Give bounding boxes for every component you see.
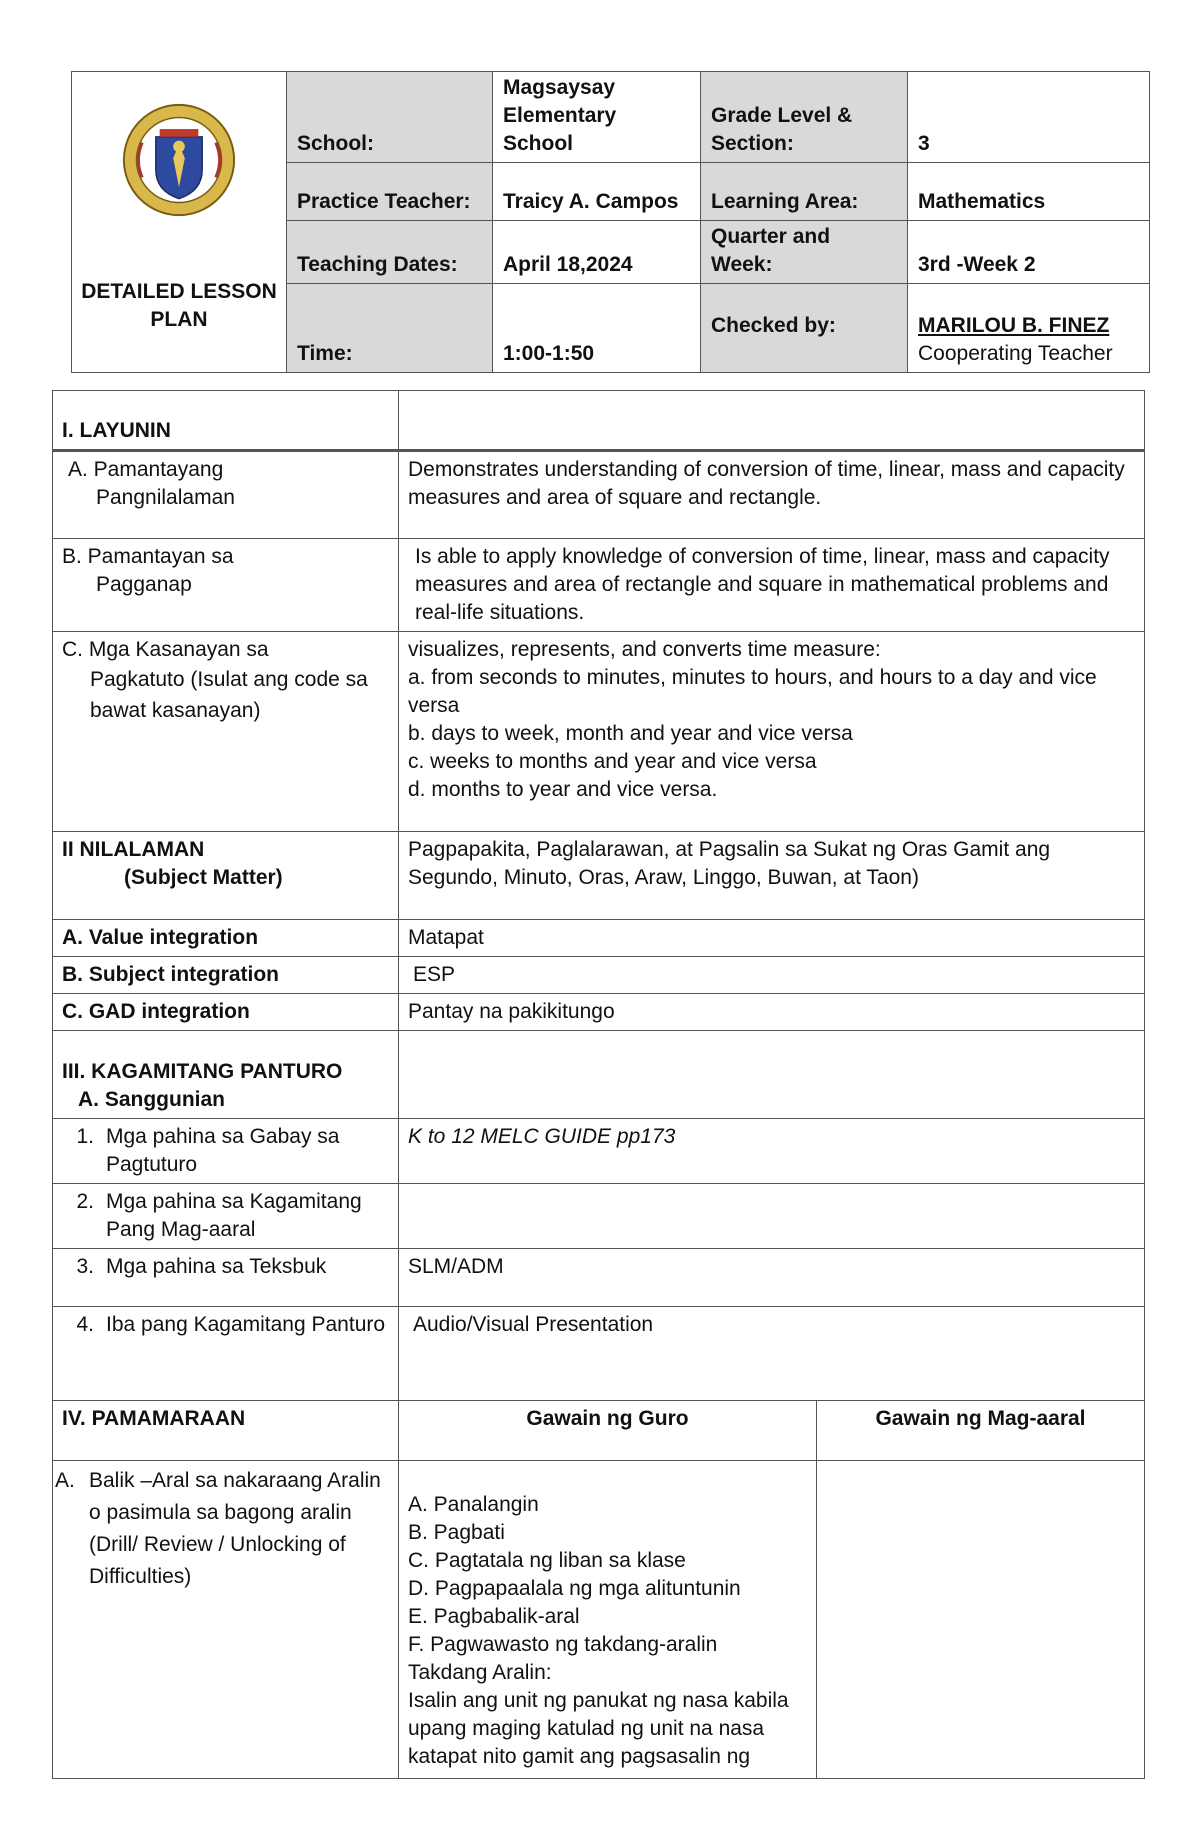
pamamaraan-heading: IV. PAMAMARAAN xyxy=(53,1401,399,1461)
subject-integration-value: ESP xyxy=(399,957,1145,994)
balik-number: A. xyxy=(55,1469,75,1492)
guro-line: F. Pagwawasto ng takdang-aralin xyxy=(408,1633,718,1656)
deped-seal-icon xyxy=(121,102,237,218)
c-label-1: C. Mga Kasanayan sa xyxy=(62,638,269,661)
c-line: visualizes, represents, and converts time measure: xyxy=(408,638,881,661)
b-label-1: B. Pamantayan sa xyxy=(62,545,234,568)
c-line: d. months to year and vice versa. xyxy=(408,778,718,801)
ref-value xyxy=(399,1184,1145,1249)
quarter-label: Quarter and Week: xyxy=(701,221,908,284)
balik-label: Balik –Aral sa nakaraang Aralin o pasimula sa bagong aralin (Drill/ Review / Unlocking of Difficulties) xyxy=(89,1469,381,1588)
checked-label: Checked by: xyxy=(701,284,908,373)
ref-label: Iba pang Kagamitang Panturo xyxy=(106,1313,386,1336)
kasanayan-value-cell xyxy=(399,632,1145,832)
ref-item-label-cell xyxy=(53,1249,399,1307)
ref-value: Audio/Visual Presentation xyxy=(399,1307,1145,1401)
teacher-label: Practice Teacher: xyxy=(287,163,493,221)
subject-integration-label: B. Subject integration xyxy=(53,957,399,994)
dates-value: April 18,2024 xyxy=(493,221,701,284)
c-line: b. days to week, month and year and vice versa xyxy=(408,722,853,745)
value-integration-value: Matapat xyxy=(399,920,1145,957)
ref-label: Mga pahina sa Kagamitang Pang Mag-aaral xyxy=(106,1190,362,1241)
plan-title: DETAILED LESSON PLAN xyxy=(81,280,277,331)
nilalaman-heading: II NILALAMAN xyxy=(62,838,205,861)
layunin-blank xyxy=(399,391,1145,451)
sanggunian-heading: A. Sanggunian xyxy=(78,1088,225,1111)
ref-value: SLM/ADM xyxy=(399,1249,1145,1307)
time-value: 1:00-1:50 xyxy=(493,284,701,373)
pagganap-label-cell xyxy=(53,539,399,632)
logo-cell xyxy=(72,72,287,373)
guro-line: E. Pagbabalik-aral xyxy=(408,1605,580,1628)
grade-value: 3 xyxy=(908,72,1150,163)
guro-line: C. Pagtatala ng liban sa klase xyxy=(408,1549,686,1572)
kasanayan-label-cell xyxy=(53,632,399,832)
layunin-heading: I. LAYUNIN xyxy=(62,419,171,442)
guro-line: A. Panalangin xyxy=(408,1493,539,1516)
gad-integration-value: Pantay na pakikitungo xyxy=(399,994,1145,1031)
ref-item-label-cell xyxy=(53,1307,399,1401)
c-label-2: Pagkatuto (Isulat ang code sa bawat kasanayan) xyxy=(90,668,368,722)
c-line: c. weeks to months and year and vice versa xyxy=(408,750,817,773)
area-label: Learning Area: xyxy=(701,163,908,221)
ref-number: 1. xyxy=(76,1125,94,1148)
header-table xyxy=(71,71,1150,373)
magaaral-activities-cell xyxy=(817,1461,1145,1779)
gad-integration-label: C. GAD integration xyxy=(53,994,399,1031)
ref-label: Mga pahina sa Teksbuk xyxy=(106,1255,327,1278)
pamantayang-value: Demonstrates understanding of conversion of time, linear, mass and capacity measures and area of square and rectangle. xyxy=(399,451,1145,539)
a-label-1: A. Pamantayang xyxy=(68,458,224,481)
checked-by-cell xyxy=(908,284,1150,373)
ref-item-label-cell xyxy=(53,1119,399,1184)
col-guro-header: Gawain ng Guro xyxy=(399,1401,817,1461)
guro-line: B. Pagbati xyxy=(408,1521,505,1544)
pagganap-value: Is able to apply knowledge of conversion of time, linear, mass and capacity measures and area of rectangle and square in mathematical problems and real-life situations. xyxy=(399,539,1145,632)
school-label: School: xyxy=(287,72,493,163)
checker-role: Cooperating Teacher xyxy=(918,342,1113,365)
nilalaman-label-cell xyxy=(53,832,399,920)
c-line: a. from seconds to minutes, minutes to hours, and hours to a day and vice versa xyxy=(408,666,1097,717)
col-magaaral-header: Gawain ng Mag-aaral xyxy=(817,1401,1145,1461)
grade-label: Grade Level & Section: xyxy=(701,72,908,163)
balik-aral-label-cell xyxy=(53,1461,399,1779)
a-label-2: Pangnilalaman xyxy=(96,486,235,509)
ref-item-label-cell xyxy=(53,1184,399,1249)
guro-activities-cell xyxy=(399,1461,817,1779)
ref-number: 4. xyxy=(76,1313,94,1336)
quarter-value: 3rd -Week 2 xyxy=(908,221,1150,284)
area-value: Mathematics xyxy=(908,163,1150,221)
value-integration-label: A. Value integration xyxy=(53,920,399,957)
time-label: Time: xyxy=(287,284,493,373)
kagamitan-heading: III. KAGAMITANG PANTURO xyxy=(62,1060,343,1083)
ref-number: 3. xyxy=(76,1255,94,1278)
guro-line: Isalin ang unit ng panukat ng nasa kabila upang maging katulad ng unit na nasa katapat nito gamit ang pagsasalin ng xyxy=(408,1689,789,1768)
teacher-value: Traicy A. Campos xyxy=(493,163,701,221)
lesson-plan-table xyxy=(52,390,1145,1779)
kagamitan-cell xyxy=(53,1031,399,1119)
nilalaman-value: Pagpapakita, Paglalarawan, at Pagsalin sa Sukat ng Oras Gamit ang Segundo, Minuto, Oras, Araw, Linggo, Buwan, at Taon) xyxy=(399,832,1145,920)
nilalaman-subheading: (Subject Matter) xyxy=(124,866,283,889)
layunin-cell xyxy=(53,391,399,451)
kagamitan-blank xyxy=(399,1031,1145,1119)
dates-label: Teaching Dates: xyxy=(287,221,493,284)
school-value: Magsaysay Elementary School xyxy=(493,72,701,163)
guro-line: Takdang Aralin: xyxy=(408,1661,552,1684)
ref-value: K to 12 MELC GUIDE pp173 xyxy=(399,1119,1145,1184)
checker-name: MARILOU B. FINEZ xyxy=(918,314,1110,337)
guro-line: D. Pagpapaalala ng mga alituntunin xyxy=(408,1577,741,1600)
ref-number: 2. xyxy=(76,1190,94,1213)
ref-label: Mga pahina sa Gabay sa Pagtuturo xyxy=(106,1125,340,1176)
b-label-2: Pagganap xyxy=(96,573,192,596)
pamantayang-label-cell xyxy=(53,451,399,539)
